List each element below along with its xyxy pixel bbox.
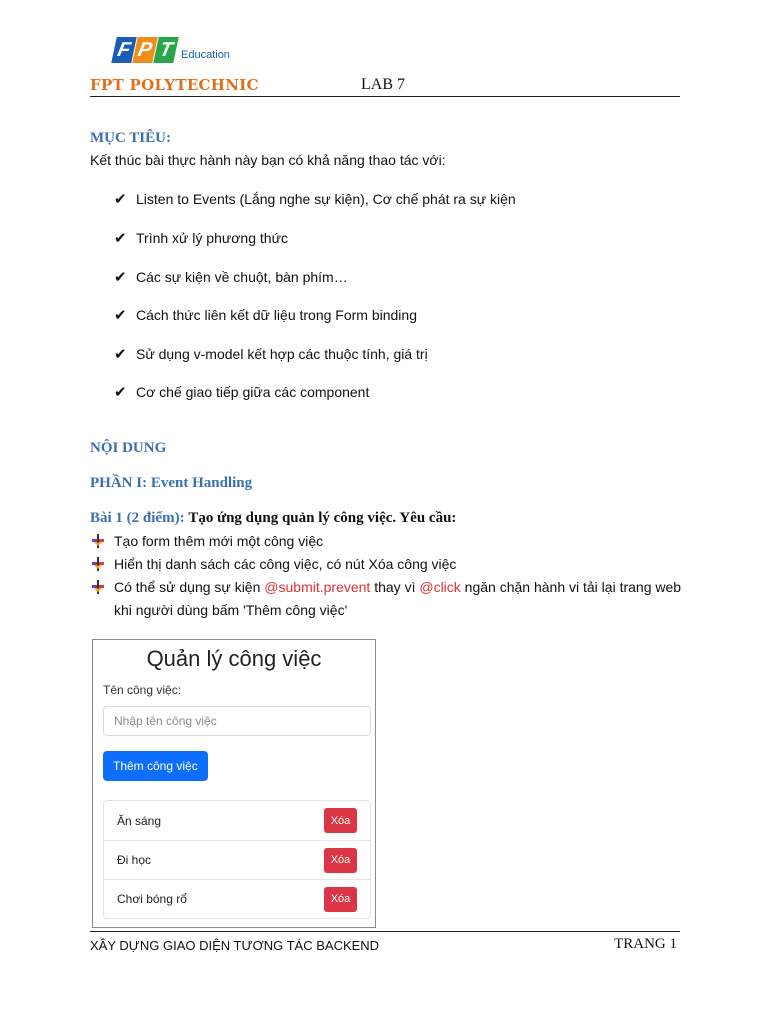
requirement-text: [114, 576, 690, 622]
objective-text: Cách thức liên kết dữ liệu trong Form binding: [136, 307, 417, 323]
app-title: Quản lý công việc: [146, 646, 322, 671]
check-mark-icon: ✔: [114, 268, 127, 286]
check-mark-icon: ✔: [114, 345, 127, 363]
code-submit-prevent: @submit.prevent: [264, 579, 371, 595]
lab-title: LAB 7: [361, 76, 405, 93]
fpt-education-logo: [114, 37, 230, 63]
delete-task-button[interactable]: Xóa: [324, 887, 357, 912]
requirement-text-pre: Có thể sử dụng sự kiện: [114, 579, 265, 595]
arrow-bullet-icon: [90, 553, 114, 576]
task-name-input[interactable]: [103, 706, 371, 736]
objective-text: Sử dụng v-model kết hợp các thuộc tính, giá trị: [136, 346, 428, 362]
header-divider: [90, 96, 680, 97]
requirement-item: [90, 530, 690, 553]
exercise-label: Bài 1 (2 điểm):: [90, 510, 185, 526]
objective-item: [114, 229, 288, 247]
task-row: [104, 840, 370, 879]
objective-item: [114, 383, 369, 401]
requirement-text: Tạo form thêm mới một công việc: [114, 533, 324, 549]
delete-task-button[interactable]: Xóa: [324, 808, 357, 833]
task-row: [104, 879, 370, 918]
requirement-item: [90, 576, 690, 622]
objectives-heading: MỤC TIÊU:: [90, 130, 171, 146]
requirement-item: [90, 553, 690, 576]
objective-item: [114, 268, 348, 286]
delete-task-button[interactable]: Xóa: [324, 848, 357, 873]
task-row: [104, 801, 370, 840]
logo-tile-t: T: [153, 37, 179, 63]
check-mark-icon: ✔: [114, 190, 127, 208]
check-mark-icon: ✔: [114, 229, 127, 247]
objective-item: [114, 190, 516, 208]
brand-title: FPT POLYTECHNIC: [90, 76, 259, 94]
footer-divider: [90, 931, 680, 932]
check-mark-icon: ✔: [114, 306, 127, 324]
task-name-label: Tên công việc:: [103, 683, 182, 697]
task-app-screenshot: [92, 639, 376, 928]
objectives-intro: Kết thúc bài thực hành này bạn có khả năng thao tác với:: [90, 152, 446, 168]
task-list: [103, 800, 371, 919]
objective-text: Các sự kiện về chuột, bàn phím…: [136, 269, 348, 285]
exercise-text: Tạo ứng dụng quản lý công việc. Yêu cầu:: [188, 510, 457, 526]
requirement-text-post: ngăn chặn hành vi tải lại trang web khi người dùng bấm 'Thêm công việc': [114, 579, 682, 618]
check-mark-icon: ✔: [114, 383, 127, 401]
requirement-text-mid: thay vì: [370, 579, 420, 595]
objective-item: [114, 306, 417, 324]
objective-item: [114, 345, 428, 363]
code-click: @click: [419, 579, 461, 595]
part-heading: PHẦN I: Event Handling: [90, 475, 253, 491]
task-name: Ăn sáng: [117, 813, 162, 828]
course-title: XÂY DỰNG GIAO DIỆN TƯƠNG TÁC BACKEND: [90, 938, 380, 953]
objective-text: Trình xử lý phương thức: [136, 230, 288, 246]
task-name: Đi học: [117, 853, 152, 867]
arrow-bullet-icon: [90, 576, 114, 599]
logo-education-text: Education: [181, 49, 230, 61]
objective-text: Cơ chế giao tiếp giữa các component: [136, 384, 370, 400]
add-task-button[interactable]: Thêm công việc: [103, 751, 208, 781]
task-name: Chơi bóng rổ: [117, 892, 187, 906]
content-heading: NỘI DUNG: [90, 440, 167, 456]
exercise-line: [90, 510, 456, 527]
arrow-bullet-icon: [90, 530, 114, 553]
logo-tile-p: P: [132, 37, 158, 63]
fpt-logo-tiles: [114, 37, 177, 63]
page-number: TRANG 1: [614, 936, 677, 952]
logo-tile-f: F: [111, 37, 137, 63]
objective-text: Listen to Events (Lắng nghe sự kiện), Cơ chế phát ra sự kiện: [136, 191, 516, 207]
requirement-text: Hiển thị danh sách các công việc, có nút Xóa công việc: [114, 556, 457, 572]
